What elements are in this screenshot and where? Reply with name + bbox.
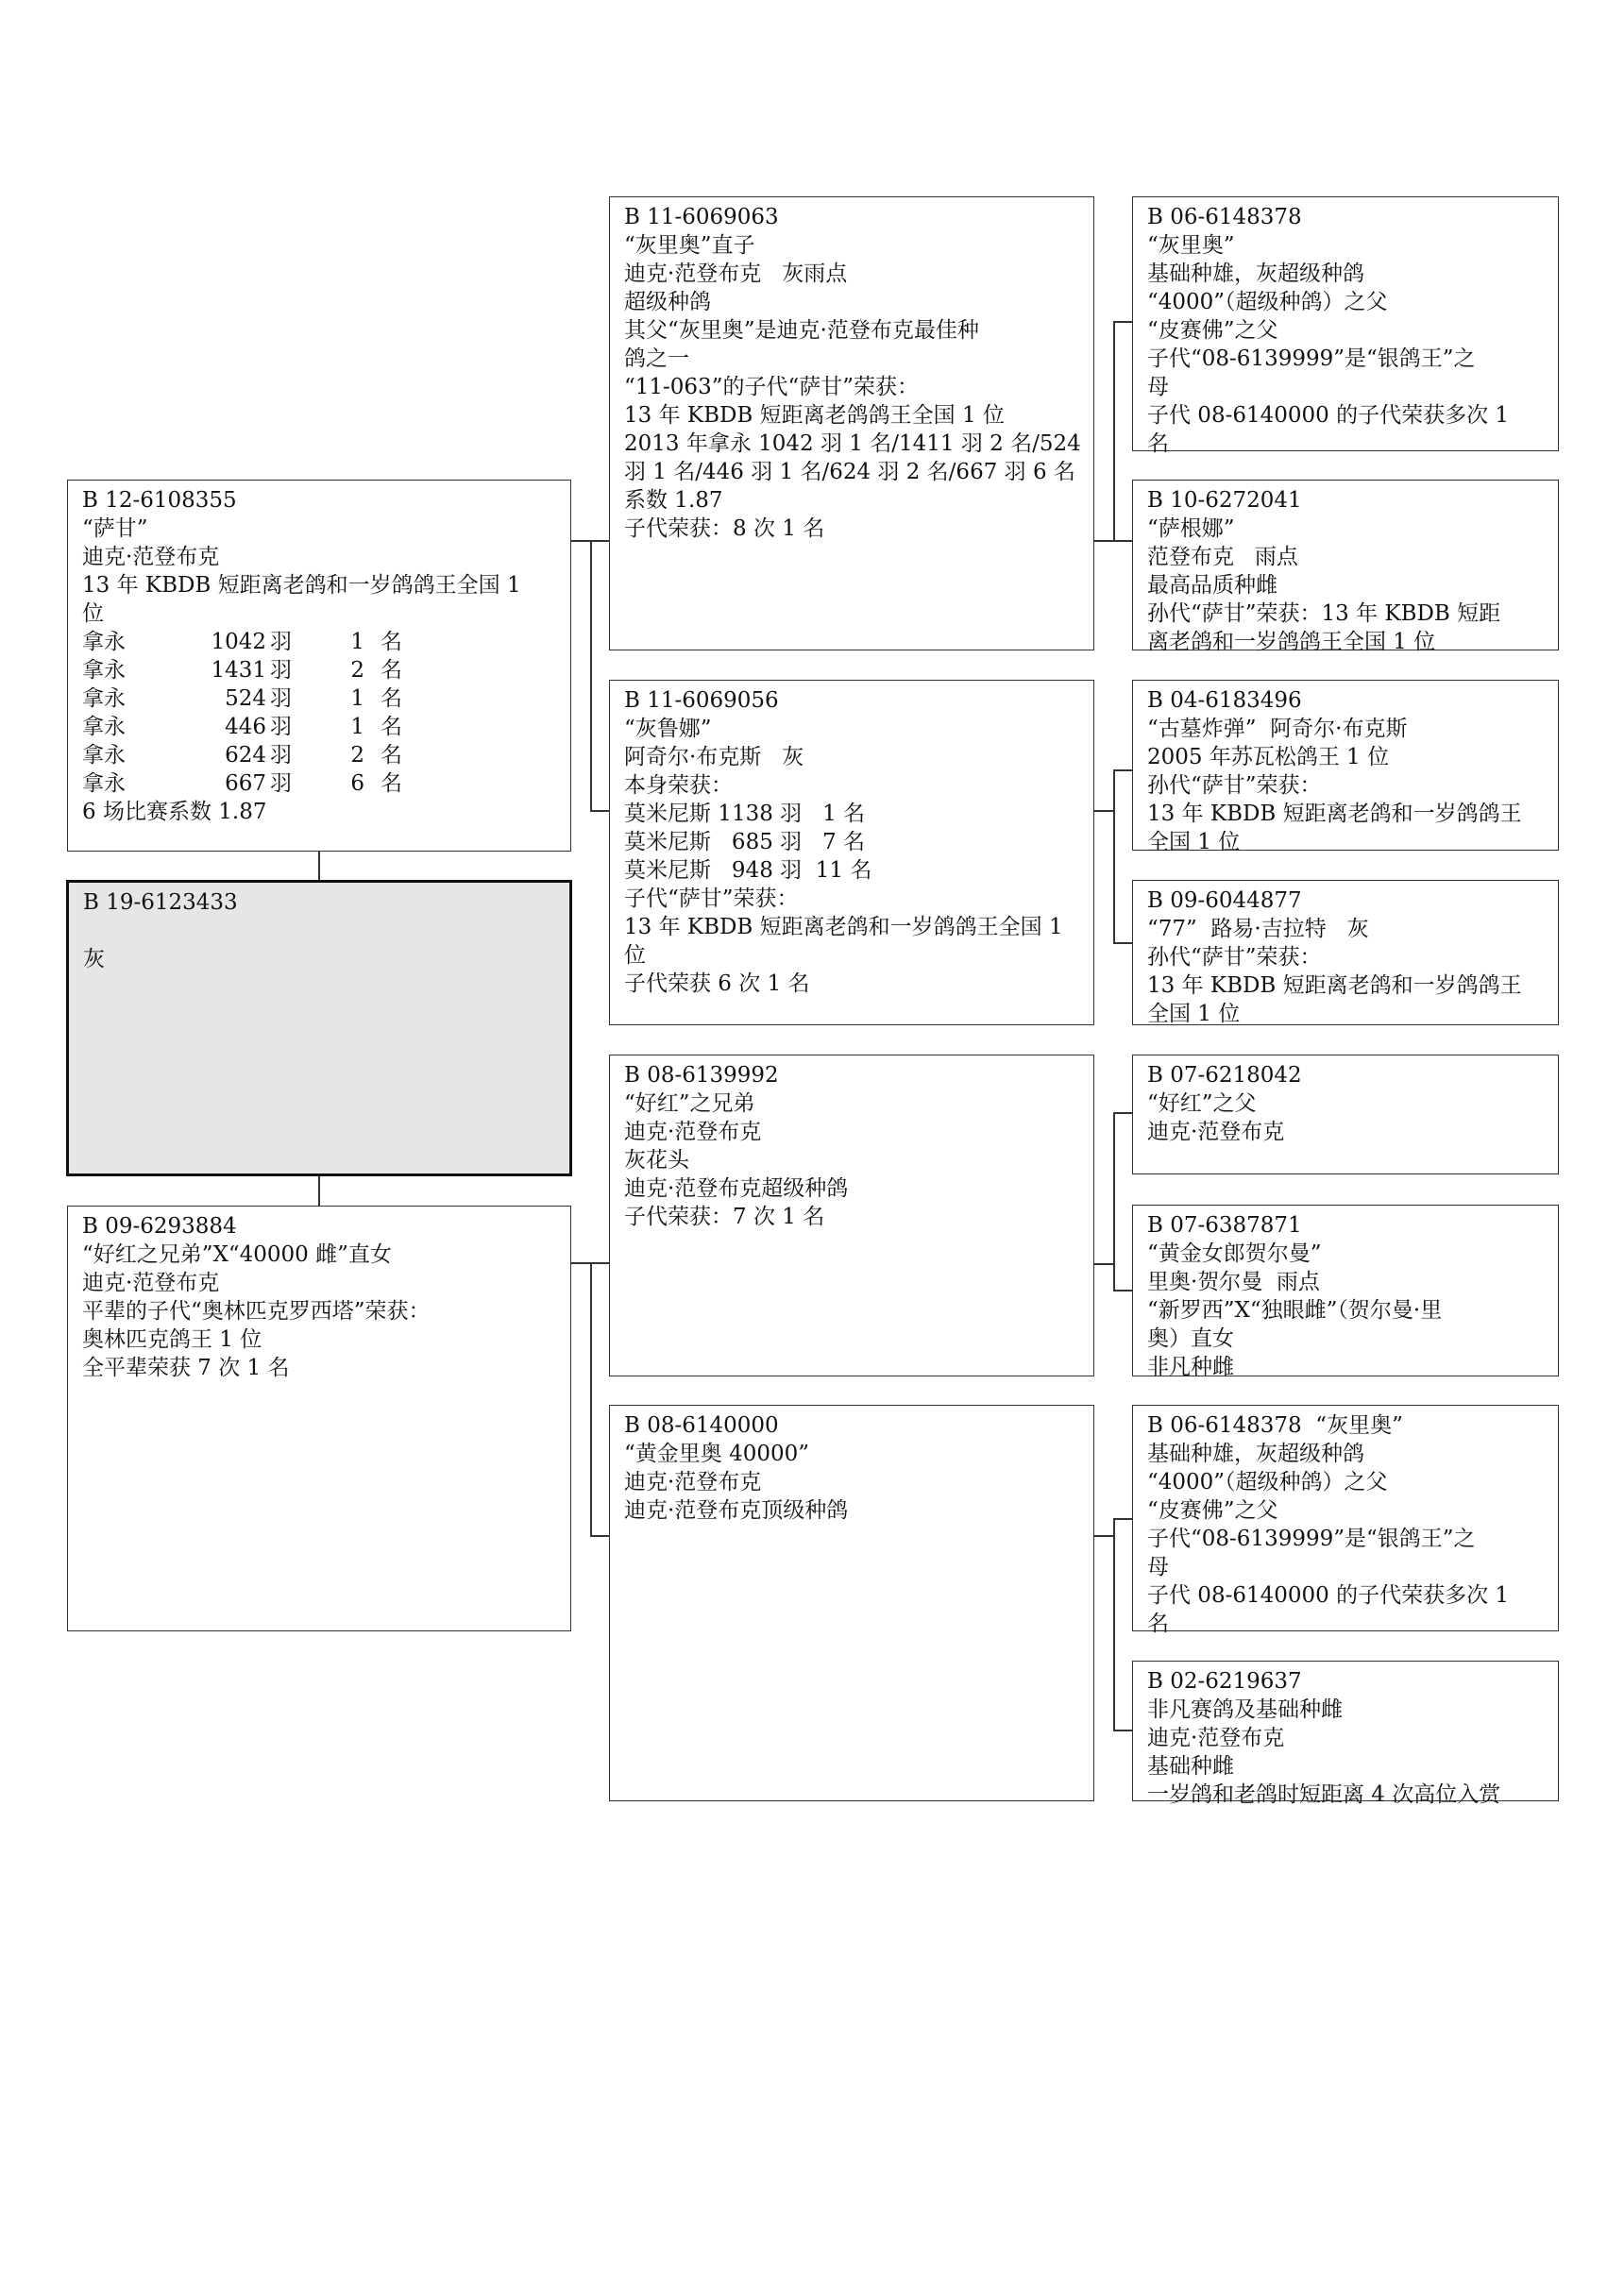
connector-line [318,852,320,880]
connector-line [1094,1263,1113,1265]
connector-line [1113,540,1132,542]
info-line: 迪克·范登布克 [82,1271,220,1295]
connector-line [1113,1730,1132,1731]
info-line: 迪克·范登布克 [624,1120,762,1144]
info-line: 全平辈荣获 7 次 1 名 [82,1356,290,1380]
ring-number: B 02-6219637 [1147,1669,1302,1694]
info-line: 超级种鸽 [624,290,711,314]
info-line: 13 年 KBDB 短距离老鸽和一岁鸽鸽王 [1147,802,1522,826]
info-line: 一岁鸽和老鸽时短距离 4 次高位入赏 [1147,1782,1501,1807]
great-grandparent-card[interactable] [1132,1405,1559,1636]
connector-line [1113,1290,1132,1292]
race-result-row: 拿永 1431 羽 2 名 [82,658,402,683]
great-grandparent-card[interactable] [1132,480,1559,654]
info-line: “好红”之父 [1147,1091,1257,1116]
info-line: “萨根娜” [1147,516,1235,541]
ring-number: B 19-6123433 [83,890,238,915]
info-line: 范登布克 雨点 [1147,545,1298,569]
info-line: 奥）直女 [1147,1326,1234,1351]
info-line: 子代“萨甘”荣获： [624,886,799,911]
info-line: 迪克·范登布克顶级种鸽 [624,1498,849,1523]
granddam-maternal-card[interactable] [609,1405,1094,1801]
ring-number: B 04-6183496 [1147,688,1302,713]
grandsire-paternal-card[interactable] [609,196,1094,650]
connector-line [1113,1112,1115,1291]
ring-number: B 07-6387871 [1147,1213,1302,1238]
info-line: 名 [1147,431,1169,456]
info-line: 迪克·范登布克超级种鸽 [624,1176,849,1201]
ring-number: B 09-6044877 [1147,888,1302,913]
info-line: 迪克·范登布克 [1147,1726,1285,1750]
info-line: 名 [1147,1612,1169,1636]
connector-line [571,1262,590,1264]
info-line: “皮赛佛”之父 [1147,318,1278,343]
info-line: “好红”之兄弟 [624,1091,755,1116]
race-result-row: 拿永 524 羽 1 名 [82,686,402,711]
info-line: 13 年 KBDB 短距离老鸽和一岁鸽鸽王全国 1 [624,915,1063,939]
great-grandparent-card[interactable] [1132,1055,1559,1174]
info-line: 子代荣获：8 次 1 名 [624,516,825,541]
info-line: 基础种雌 [1147,1754,1234,1779]
race-result-row: 拿永 624 羽 2 名 [82,743,402,768]
info-line: 灰花头 [624,1148,689,1173]
info-line: 孙代“萨甘”荣获： [1147,773,1322,798]
info-line: 莫米尼斯 685 羽 7 名 [624,830,866,854]
connector-line [590,540,609,542]
info-line: 迪克·范登布克 [82,545,220,569]
info-line: 全国 1 位 [1147,1002,1241,1026]
connector-line [1094,1535,1113,1537]
connector-line [1094,540,1113,542]
connector-line [1113,942,1132,944]
race-result-row: 拿永 667 羽 6 名 [82,771,402,796]
info-line: “好红之兄弟”X“40000 雌”直女 [82,1242,392,1267]
info-line: “黄金里奥 40000” [624,1442,809,1466]
info-line: “新罗西”X“独眼雌”（贺尔曼·里 [1147,1298,1443,1323]
info-line: 莫米尼斯 948 羽 11 名 [624,858,872,883]
info-line: 13 年 KBDB 短距离老鸽和一岁鸽鸽王全国 1 [82,573,521,598]
great-grandparent-card[interactable] [1132,680,1559,854]
info-line: “灰里奥”直子 [624,233,755,258]
great-grandparent-card[interactable] [1132,1661,1559,1807]
info-line: 13 年 KBDB 短距离老鸽鸽王全国 1 位 [624,403,1005,428]
info-line: 离老鸽和一岁鸽鸽王全国 1 位 [1147,630,1436,654]
info-line: 2013 年拿永 1042 羽 1 名/1411 羽 2 名/524 [624,431,1081,456]
connector-line [1113,1518,1115,1730]
grandsire-maternal-card[interactable] [609,1055,1094,1376]
info-line: 母 [1147,375,1169,399]
ring-number: B 12-6108355 [82,488,237,513]
info-line: 迪克·范登布克 [1147,1120,1285,1144]
spacer [83,917,560,945]
connector-line [1113,769,1132,771]
info-line: 系数 1.87 [624,488,723,513]
info-line: 里奥·贺尔曼 雨点 [1147,1270,1320,1294]
info-line: “皮赛佛”之父 [1147,1498,1278,1523]
connector-line [318,1176,320,1206]
connector-line [1094,810,1113,812]
great-grandparent-card[interactable] [1132,196,1559,456]
info-line: 莫米尼斯 1138 羽 1 名 [624,802,866,826]
info-line: 孙代“萨甘”荣获：13 年 KBDB 短距 [1147,601,1501,626]
ring-number: B 11-6069063 [624,205,779,229]
info-line: 子代“08-6139999”是“银鸽王”之 [1147,346,1476,371]
info-line: 奥林匹克鸽王 1 位 [82,1327,262,1352]
ring-number: B 11-6069056 [624,688,779,713]
info-line: 基础种雄，灰超级种鸽 [1147,262,1364,286]
dam-card[interactable] [67,1206,571,1631]
info-line: “灰鲁娜” [624,717,712,741]
connector-line [1113,769,1115,943]
info-line: 平辈的子代“奥林匹克罗西塔”荣获： [82,1299,431,1324]
info-line: 位 [82,601,104,626]
info-line: 非凡种雌 [1147,1355,1234,1379]
info-line: 其父“灰里奥”是迪克·范登布克最佳种 [624,318,979,343]
connector-line [1113,1518,1132,1520]
ring-number: B 08-6139992 [624,1063,779,1088]
race-result-row: 拿永 1042 羽 1 名 [82,630,402,654]
info-line: 阿奇尔·布克斯 灰 [624,745,804,769]
info-line: “灰里奥” [1147,233,1235,258]
connector-line [571,540,590,542]
connector-line [1113,321,1115,541]
info-line: 最高品质种雌 [1147,573,1277,598]
info-line: “古墓炸弹” 阿奇尔·布克斯 [1147,717,1408,741]
connector-line [590,810,609,812]
info-line: 基础种雄，灰超级种鸽 [1147,1442,1364,1466]
info-line: 2005 年苏瓦松鸽王 1 位 [1147,745,1390,769]
info-line: 13 年 KBDB 短距离老鸽和一岁鸽鸽王 [1147,973,1522,998]
info-line: 迪克·范登布克 灰雨点 [624,262,848,286]
ring-number: B 06-6148378 [1147,205,1302,229]
info-line: “4000”（超级种鸽）之父 [1147,1470,1388,1494]
connector-line [590,1262,609,1264]
connector-line [590,1535,609,1537]
connector-line [1113,1112,1132,1114]
great-grandparent-card[interactable] [1132,880,1559,1025]
info-line: 羽 1 名/446 羽 1 名/624 羽 2 名/667 羽 6 名 [624,460,1075,484]
info-line: 本身荣获： [624,773,733,798]
ring-number: B 07-6218042 [1147,1063,1302,1088]
info-line: 位 [624,943,646,968]
ring-number: B 06-6148378 “灰里奥” [1147,1413,1403,1438]
connector-line [1113,321,1132,323]
info-line: 全国 1 位 [1147,830,1241,854]
info-line: 子代荣获 6 次 1 名 [624,971,810,996]
race-coefficient: 6 场比赛系数 1.87 [82,800,267,824]
sire-card[interactable] [67,480,571,852]
color-label: 灰 [83,947,105,971]
info-line: “萨甘” [82,516,148,541]
great-grandparent-card[interactable] [1132,1205,1559,1379]
info-line: 子代荣获：7 次 1 名 [624,1205,825,1229]
info-line: 孙代“萨甘”荣获： [1147,945,1322,970]
info-line: “4000”（超级种鸽）之父 [1147,290,1388,314]
info-line: 子代 08-6140000 的子代荣获多次 1 [1147,1583,1510,1608]
info-line: 迪克·范登布克 [624,1470,762,1494]
info-line: “黄金女郎贺尔曼” [1147,1241,1322,1266]
ring-number: B 10-6272041 [1147,488,1302,513]
info-line: 子代 08-6140000 的子代荣获多次 1 [1147,403,1510,428]
info-line: “77” 路易·吉拉特 灰 [1147,917,1369,941]
info-line: 鸽之一 [624,346,689,371]
connector-line [590,540,592,811]
info-line: 子代“08-6139999”是“银鸽王”之 [1147,1527,1476,1551]
ring-number: B 08-6140000 [624,1413,779,1438]
race-result-row: 拿永 446 羽 1 名 [82,715,402,739]
info-line: “11-063”的子代“萨甘”荣获： [624,375,919,399]
ring-number: B 09-6293884 [82,1214,237,1239]
info-line: 母 [1147,1555,1169,1579]
info-line: 非凡赛鸽及基础种雌 [1147,1697,1343,1722]
connector-line [590,1262,592,1536]
granddam-paternal-card[interactable] [609,680,1094,1025]
subject-card[interactable] [66,880,572,1176]
